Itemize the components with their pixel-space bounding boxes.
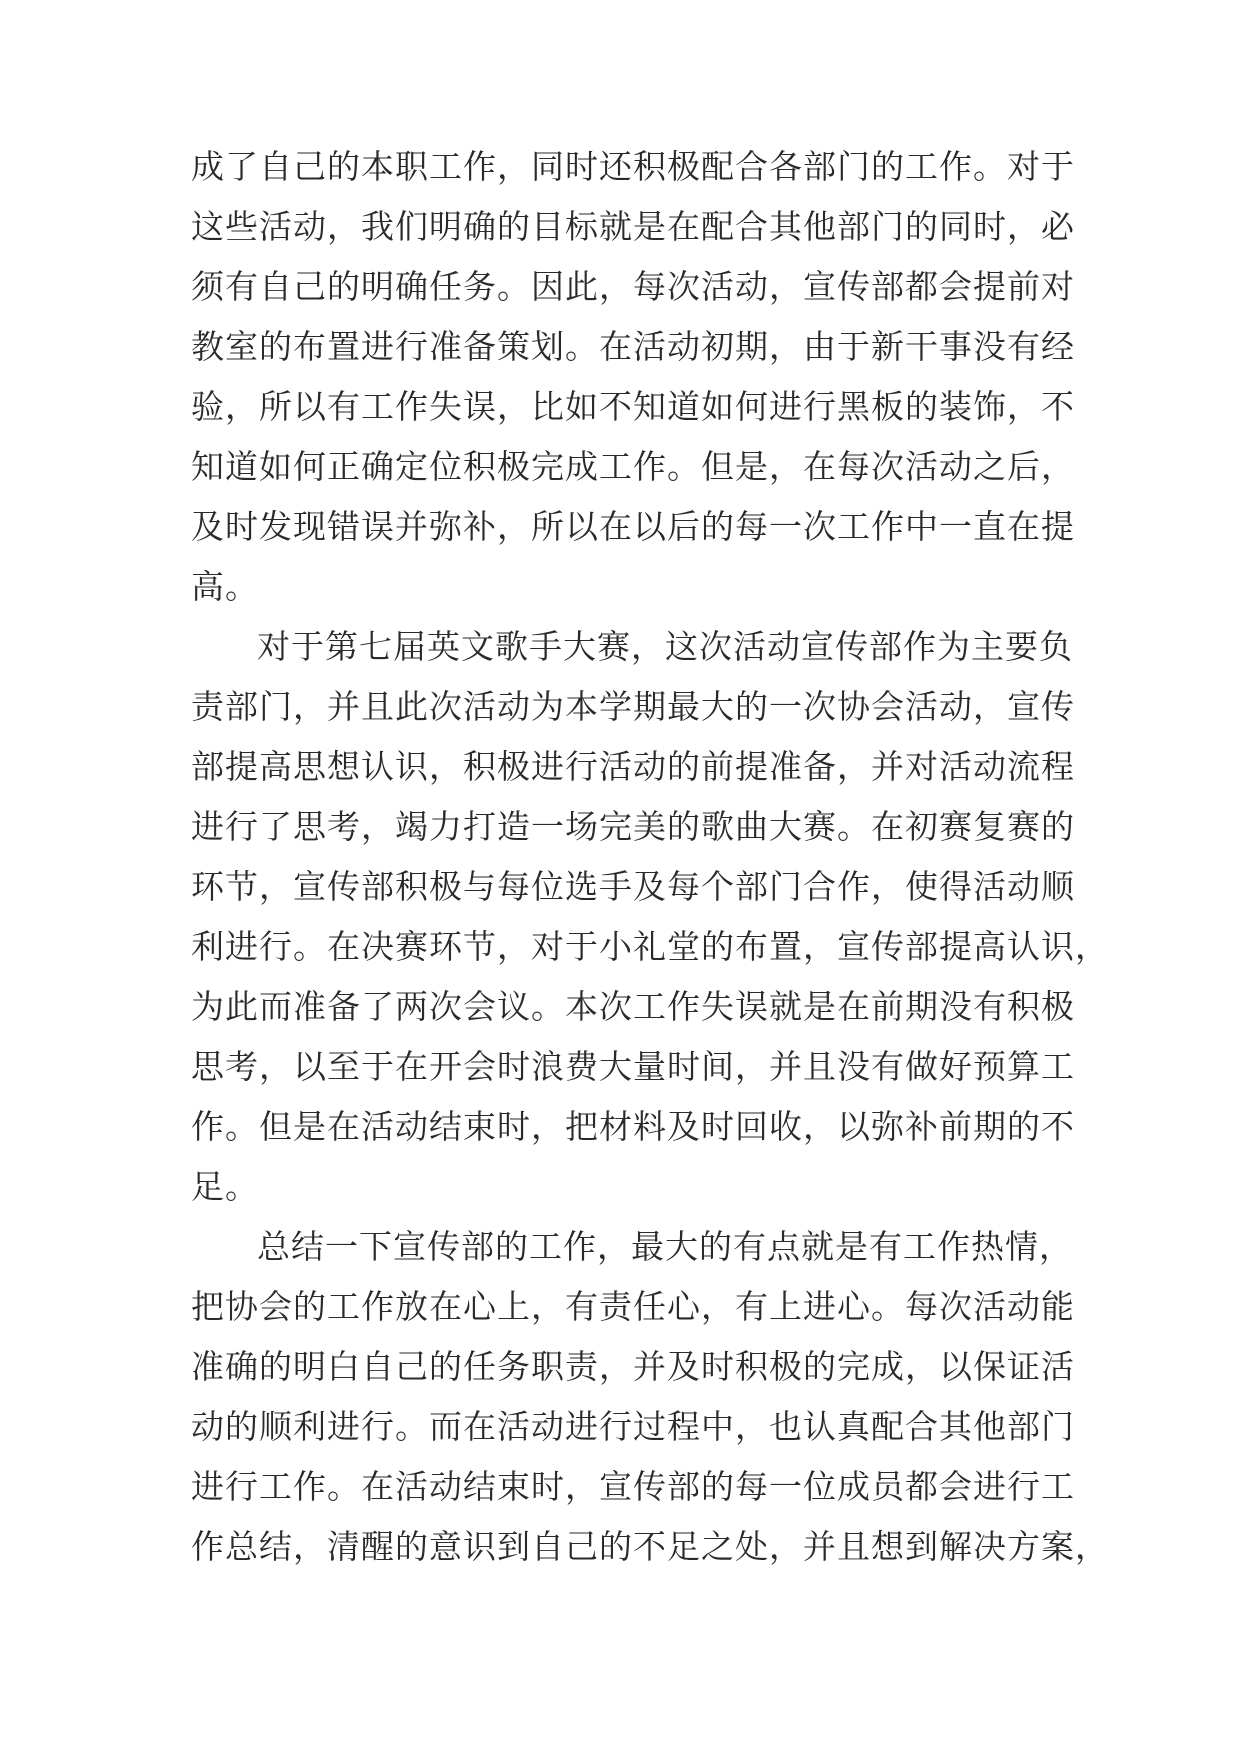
paragraph-2-line-8: 思考，以至于在开会时浪费大量时间，并且没有做好预算工 [191, 1047, 1075, 1086]
paragraph-2-line-4: 进行了思考，竭力打造一场完美的歌曲大赛。在初赛复赛的 [191, 807, 1075, 846]
paragraph-3-line-6: 作总结，清醒的意识到自己的不足之处，并且想到解决方案， [191, 1527, 1109, 1566]
paragraph-1-line-1: 成了自己的本职工作，同时还积极配合各部门的工作。对于 [191, 147, 1075, 186]
paragraph-3-line-4: 动的顺利进行。而在活动进行过程中，也认真配合其他部门 [191, 1407, 1075, 1446]
paragraph-3-line-5: 进行工作。在活动结束时，宣传部的每一位成员都会进行工 [191, 1467, 1075, 1506]
paragraph-1-line-4: 教室的布置进行准备策划。在活动初期，由于新干事没有经 [191, 327, 1075, 366]
paragraph-1-line-3: 须有自己的明确任务。因此，每次活动，宣传部都会提前对 [191, 267, 1075, 306]
paragraph-2-line-10: 足。 [191, 1167, 259, 1206]
body-text [191, 137, 1109, 1577]
paragraph-2-line-6: 利进行。在决赛环节，对于小礼堂的布置，宣传部提高认识， [191, 927, 1109, 966]
paragraph-1-line-2: 这些活动，我们明确的目标就是在配合其他部门的同时，必 [191, 207, 1075, 246]
paragraph-3-line-3: 准确的明白自己的任务职责，并及时积极的完成，以保证活 [191, 1347, 1075, 1386]
paragraph-3-line-2: 把协会的工作放在心上，有责任心，有上进心。每次活动能 [191, 1287, 1075, 1326]
paragraph-2-line-3: 部提高思想认识，积极进行活动的前提准备，并对活动流程 [191, 747, 1075, 786]
paragraph-1-line-6: 知道如何正确定位积极完成工作。但是，在每次活动之后， [191, 447, 1075, 486]
paragraph-2-line-7: 为此而准备了两次会议。本次工作失误就是在前期没有积极 [191, 987, 1075, 1026]
paragraph-1-line-8: 高。 [191, 567, 259, 606]
paragraph-2-line-1: 对于第七届英文歌手大赛，这次活动宣传部作为主要负 [257, 627, 1073, 666]
paragraph-1-line-7: 及时发现错误并弥补，所以在以后的每一次工作中一直在提 [191, 507, 1075, 546]
paragraph-2-line-9: 作。但是在活动结束时，把材料及时回收，以弥补前期的不 [191, 1107, 1075, 1146]
paragraph-1-line-5: 验，所以有工作失误，比如不知道如何进行黑板的装饰，不 [191, 387, 1075, 426]
paragraph-3-line-1: 总结一下宣传部的工作，最大的有点就是有工作热情， [257, 1227, 1073, 1266]
paragraph-2-line-5: 环节，宣传部积极与每位选手及每个部门合作，使得活动顺 [191, 867, 1075, 906]
paragraph-2-line-2: 责部门，并且此次活动为本学期最大的一次协会活动，宣传 [191, 687, 1075, 726]
